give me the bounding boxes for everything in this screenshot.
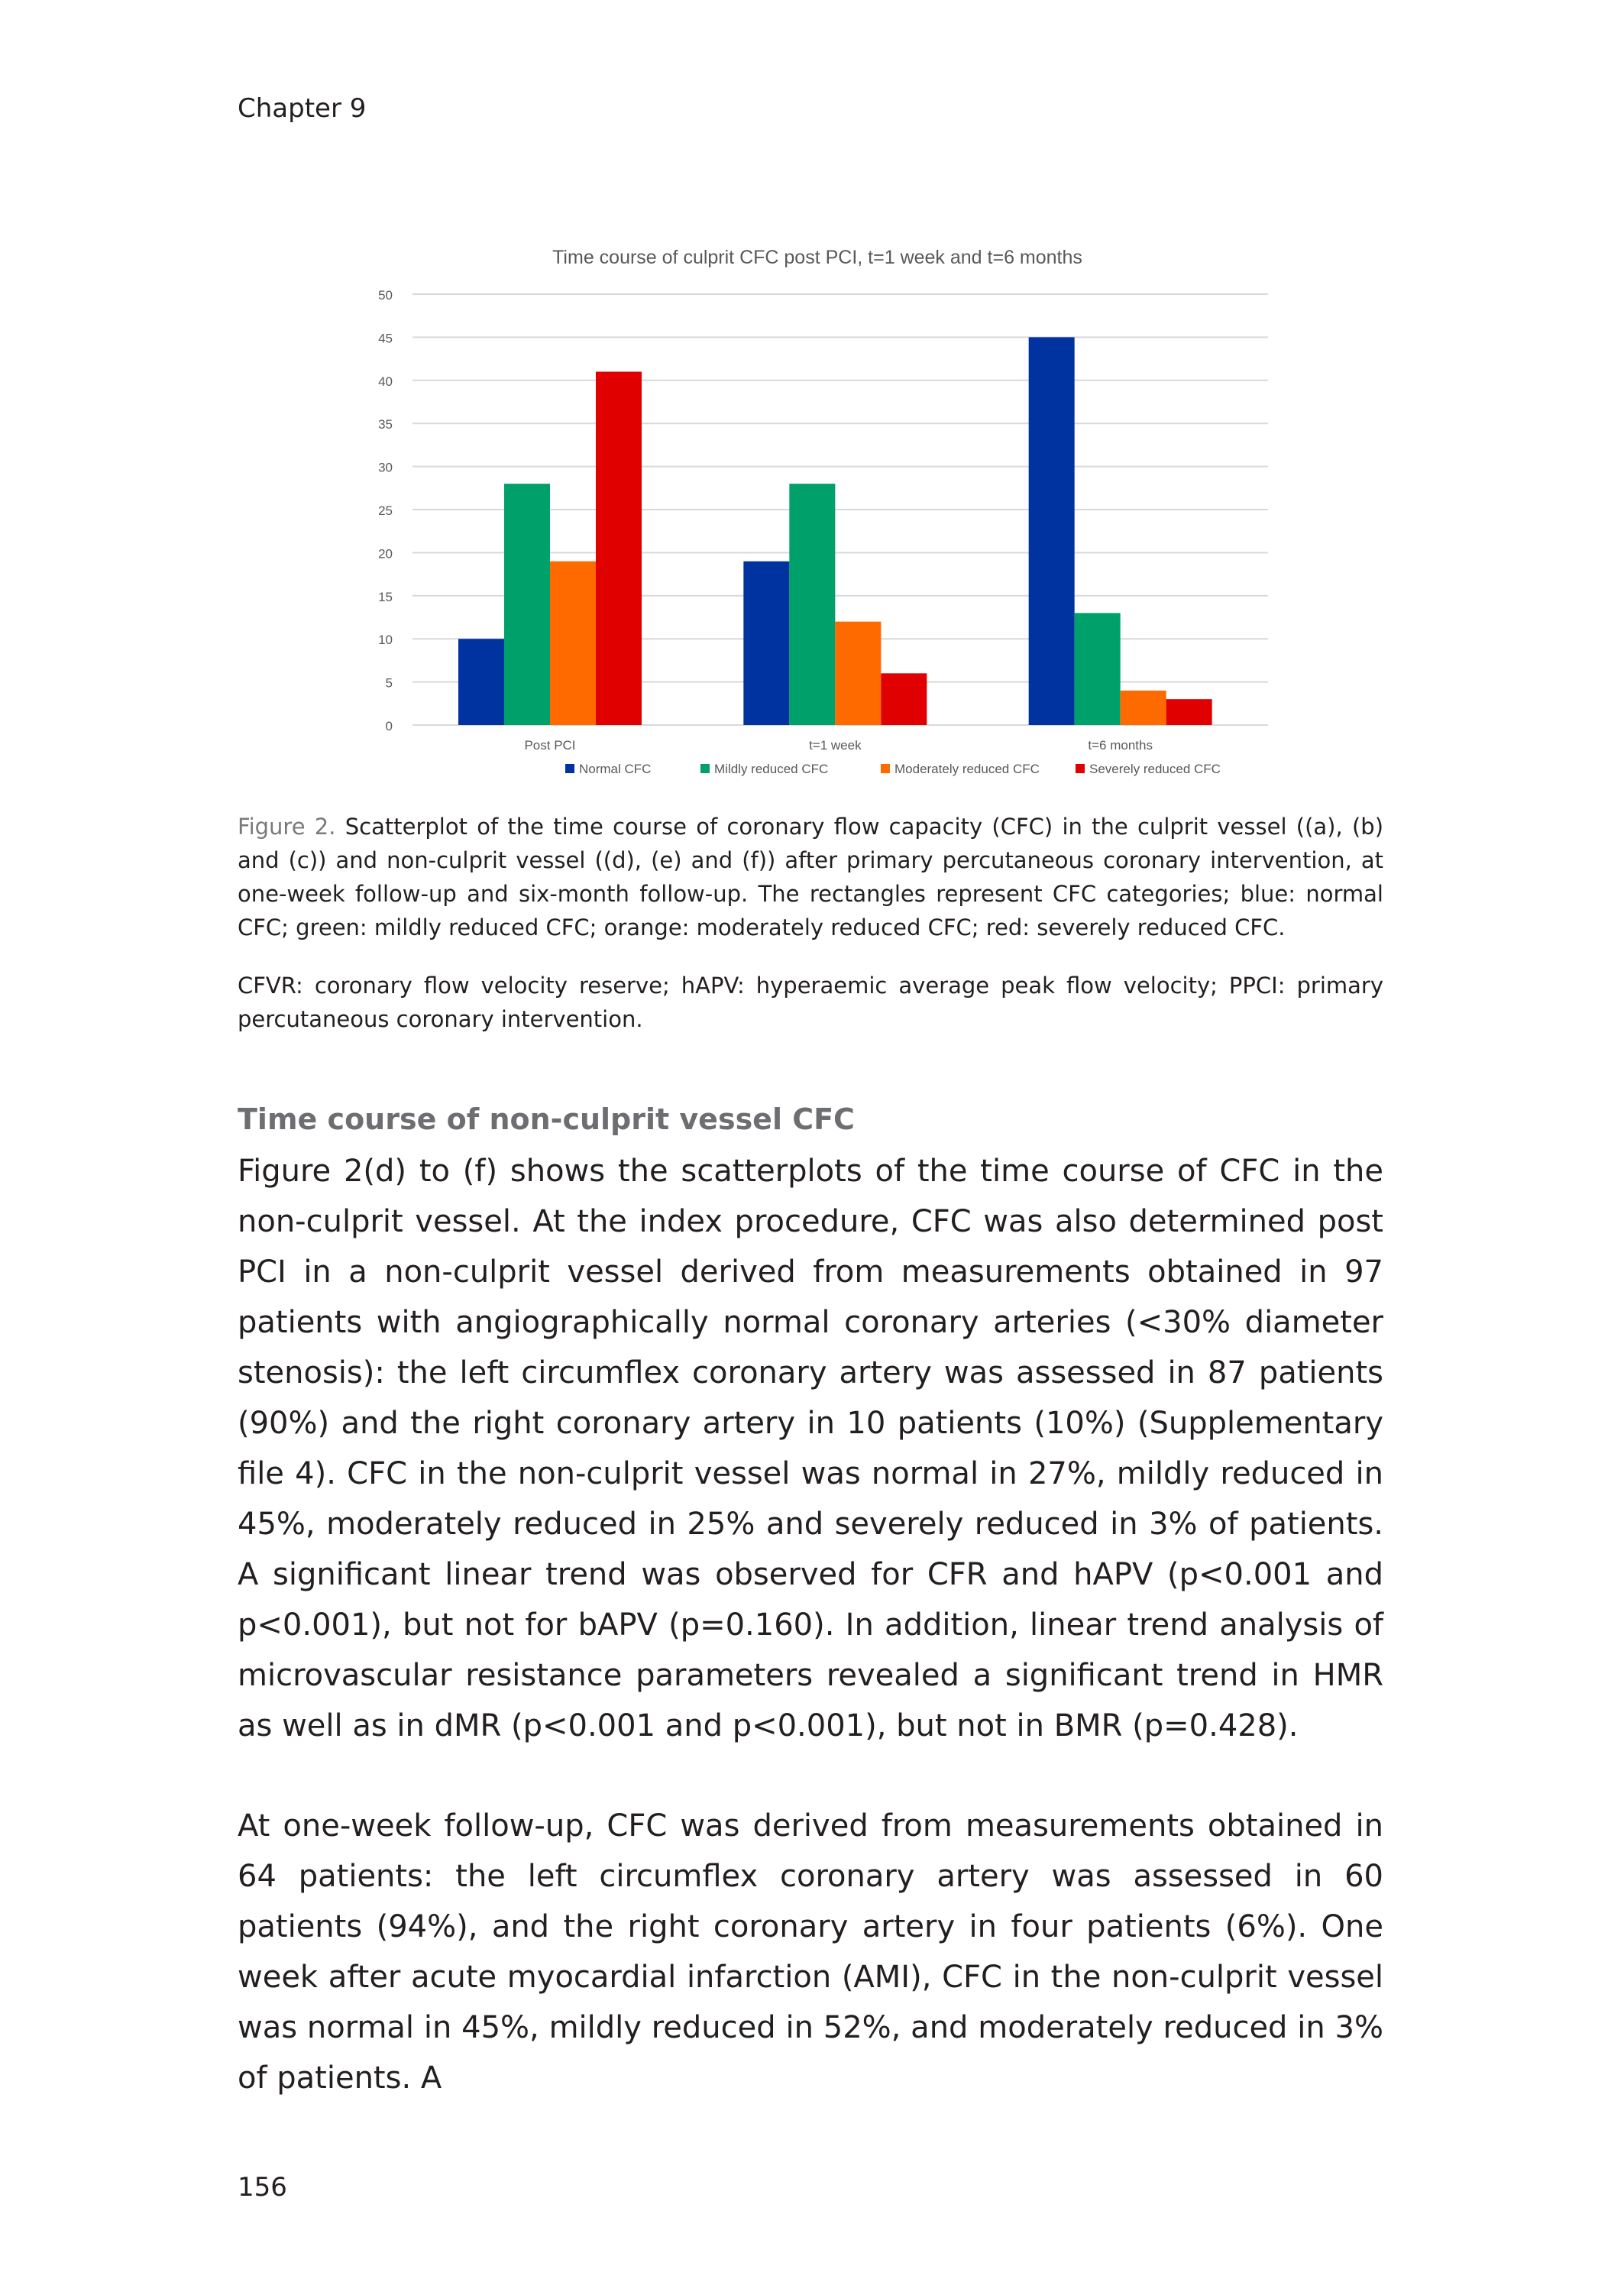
y-tick-label: 15 (378, 589, 393, 604)
legend-label: Mildly reduced CFC (714, 762, 829, 776)
legend (565, 762, 1221, 776)
y-tick-label: 35 (378, 417, 393, 432)
legend-label: Severely reduced CFC (1089, 762, 1221, 776)
y-tick-label: 0 (385, 719, 393, 733)
body-paragraph: At one-week follow-up, CFC was derived from measurements obtained in 64 patients: the left circumflex coronary artery was assessed in 60 patients (94%), and the right coronary artery in four patients (6%). One week after acute myocardial infarction (AMI), CFC in the non-culprit vessel was normal in 45%, mildly reduced in 52%, and moderately reduced in 3% of patients. A (238, 1808, 1383, 2096)
y-tick-label: 40 (378, 374, 393, 389)
y-tick-label: 45 (378, 331, 393, 346)
y-tick-label: 20 (378, 546, 393, 562)
y-tick-labels (378, 288, 393, 733)
x-tick-label: t=6 months (1088, 738, 1153, 753)
page-number: 156 (238, 2172, 287, 2203)
bar (1029, 337, 1075, 725)
bar (881, 673, 927, 725)
running-head: Chapter 9 (238, 93, 367, 124)
bar (596, 372, 642, 725)
bar (1075, 613, 1121, 725)
x-tick-label: t=1 week (809, 738, 862, 753)
bar (550, 562, 596, 725)
y-tick-label: 50 (378, 288, 393, 303)
legend-swatch (700, 764, 710, 773)
x-tick-label: Post PCI (524, 738, 576, 753)
legend-swatch (881, 764, 890, 773)
y-tick-label: 30 (378, 460, 393, 475)
bar (789, 484, 835, 725)
figure-chart (336, 233, 1291, 791)
body-paragraph: Figure 2(d) to (f) shows the scatterplots of the time course of CFC in the non-culprit vessel. At the index procedure, CFC was also determined post PCI in a non-culprit vessel derived from measurements obtained in 97 patients with angiographically normal coronary arteries (<30% diameter stenosis): the left circumflex coronary artery was assessed in 87 patients (90%) and the right coronary artery in 10 patients (10%) (Supplementary file 4). CFC in the non-culprit vessel was normal in 27%, mildly reduced in 45%, moderately reduced in 25% and severely reduced in 3% of patients. A significant linear trend was observed for CFR and hAPV (p<0.001 and p<0.001), but not for bAPV (p=0.160). In addition, linear trend analysis of microvascular resistance parameters revealed a significant trend in HMR as well as in dMR (p<0.001 and p<0.001), but not in BMR (p=0.428). (238, 1154, 1383, 1743)
legend-swatch (1076, 764, 1085, 773)
legend-label: Normal CFC (579, 762, 652, 776)
bar (504, 484, 550, 725)
bar (743, 562, 789, 725)
abbreviations-note: CFVR: coronary flow velocity reserve; hAPV: hyperaemic average peak flow velocity; PPCI: primary percutaneous coronary intervention. (238, 973, 1383, 1032)
caption-lead: Figure 2. (238, 814, 336, 840)
y-tick-label: 25 (378, 503, 393, 518)
x-tick-labels (524, 738, 1153, 753)
legend-swatch (565, 764, 574, 773)
bar (1166, 699, 1212, 725)
bar-chart (336, 233, 1291, 791)
bars (458, 337, 1212, 725)
chart-title: Time course of culprit CFC post PCI, t=1 week and t=6 months (552, 247, 1082, 268)
bar (458, 639, 504, 725)
y-tick-label: 10 (378, 633, 393, 648)
caption-text: Scatterplot of the time course of coronary flow capacity (CFC) in the culprit vessel ((a), (b) and (c)) and non-culprit vessel ((d), (e) and (f)) after primary percutaneous coronary intervention, at one-week follow-up and six-month follow-up. The rectangles represent CFC categories; blue: normal CFC; green: mildly reduced CFC; orange: moderately reduced CFC; red: severely reduced CFC. (238, 814, 1384, 940)
bar (835, 622, 881, 725)
bar (1121, 691, 1166, 725)
y-tick-label: 5 (385, 675, 393, 691)
figure-caption (238, 810, 1383, 944)
section-heading: Time course of non-culprit vessel CFC (238, 1102, 855, 1136)
legend-label: Moderately reduced CFC (894, 762, 1040, 776)
